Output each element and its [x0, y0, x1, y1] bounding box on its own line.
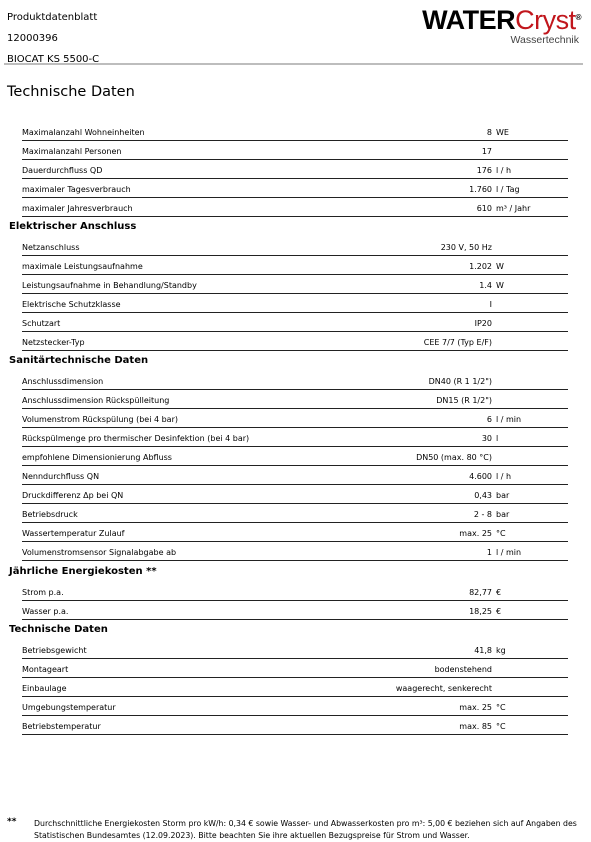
spec-label: Einbaulage: [22, 684, 67, 693]
spec-label: Montageart: [22, 665, 69, 674]
spec-unit: l / h: [496, 472, 512, 481]
spec-row: [22, 389, 568, 409]
spec-label: Leistungsaufnahme in Behandlung/Standby: [22, 281, 197, 290]
spec-row: [22, 677, 568, 697]
section-title: Elektrischer Anschluss: [9, 221, 137, 232]
spec-row: [22, 581, 568, 601]
spec-row: [22, 312, 568, 332]
spec-row: [22, 255, 568, 275]
spec-label: Dauerdurchfluss QD: [22, 166, 103, 175]
spec-value: 41,8: [474, 646, 492, 655]
document-type: Produktdatenblatt: [7, 12, 98, 23]
spec-row: [22, 446, 568, 466]
spec-row: [22, 541, 568, 561]
spec-unit: m³ / Jahr: [496, 204, 531, 213]
spec-value: 17: [481, 147, 492, 156]
spec-value: max. 25: [459, 529, 492, 538]
spec-label: Volumenstrom Rückspülung (bei 4 bar): [22, 415, 178, 424]
spec-unit: W: [496, 281, 504, 290]
spec-label: Strom p.a.: [22, 588, 64, 597]
spec-value: DN50 (max. 80 °C): [416, 453, 492, 462]
spec-row: [22, 427, 568, 447]
spec-label: Betriebsdruck: [22, 510, 78, 519]
spec-label: Maximalanzahl Wohneinheiten: [22, 128, 145, 137]
spec-label: Netzanschluss: [22, 243, 80, 252]
spec-row: [22, 484, 568, 504]
spec-value: 0,43: [474, 491, 492, 500]
spec-row: [22, 370, 568, 390]
spec-label: Wasser p.a.: [22, 607, 69, 616]
spec-unit: €: [496, 588, 502, 597]
spec-label: Nenndurchfluss QN: [22, 472, 100, 481]
spec-row: [22, 197, 568, 217]
spec-row: [22, 715, 568, 735]
spec-label: maximale Leistungsaufnahme: [22, 262, 143, 271]
spec-label: Anschlussdimension Rückspülleitung: [22, 396, 170, 405]
spec-row: [22, 658, 568, 678]
spec-row: [22, 159, 568, 179]
logo-water: WATER: [422, 5, 516, 35]
spec-value: waagerecht, senkerecht: [395, 684, 492, 693]
spec-row: [22, 465, 568, 485]
spec-row: [22, 639, 568, 659]
spec-row: [22, 503, 568, 523]
spec-row: [22, 274, 568, 294]
spec-unit: WE: [496, 128, 509, 137]
spec-label: Volumenstromsensor Signalabgabe ab: [22, 548, 177, 557]
spec-value: 4.600: [469, 472, 492, 481]
spec-unit: °C: [496, 529, 506, 538]
spec-value: DN15 (R 1/2"): [436, 396, 492, 405]
article-number: 12000396: [7, 33, 58, 44]
spec-value: 1.4: [479, 281, 492, 290]
spec-row: [22, 331, 568, 351]
spec-unit: l / min: [496, 548, 522, 557]
spec-label: Umgebungstemperatur: [22, 703, 116, 712]
spec-row: [22, 293, 568, 313]
logo-registered-mark: ®: [575, 13, 581, 22]
spec-value: I: [489, 300, 492, 309]
spec-value: max. 85: [459, 722, 492, 731]
spec-label: Druckdifferenz Δp bei QN: [22, 491, 124, 500]
spec-value: CEE 7/7 (Typ E/F): [423, 338, 492, 347]
page-title: Technische Daten: [7, 84, 135, 100]
spec-label: Maximalanzahl Personen: [22, 147, 122, 156]
spec-value: 1.760: [469, 185, 492, 194]
section-title: Technische Daten: [9, 624, 108, 635]
spec-value: DN40 (R 1 1/2"): [428, 377, 492, 386]
spec-row: [22, 140, 568, 160]
spec-label: Wassertemperatur Zulauf: [22, 529, 125, 538]
spec-value: 18,25: [469, 607, 492, 616]
spec-row: [22, 121, 568, 141]
spec-unit: l / h: [496, 166, 512, 175]
spec-value: 6: [486, 415, 492, 424]
spec-row: [22, 236, 568, 256]
spec-unit: W: [496, 262, 504, 271]
spec-label: Betriebsgewicht: [22, 646, 87, 655]
spec-label: Elektrische Schutzklasse: [22, 300, 121, 309]
spec-value: 30: [481, 434, 492, 443]
footnote-text: Durchschnittliche Energiekosten Storm pro kW/h: 0,34 € sowie Wasser- und Abwasserkosten pro m³: 5,00 € beziehen sich auf Angaben des Statistischen Bundesamtes (12.09.2023). Bitte beachten Sie ihre aktuellen Bezugspreise für Strom und Wasser.: [34, 819, 577, 840]
spec-value: bodenstehend: [434, 665, 492, 674]
spec-value: 1.202: [469, 262, 492, 271]
spec-row: [22, 408, 568, 428]
spec-label: maximaler Jahresverbrauch: [22, 204, 133, 213]
product-name: BIOCAT KS 5500-C: [7, 54, 100, 65]
spec-unit: €: [496, 607, 502, 616]
footnote-marker: **: [7, 817, 17, 827]
logo-cryst: Cryst: [515, 5, 576, 35]
spec-unit: bar: [496, 510, 510, 519]
spec-row: [22, 522, 568, 542]
spec-value: 176: [476, 166, 492, 175]
logo-subtitle: Wassertechnik: [510, 34, 579, 46]
spec-value: 2 - 8: [473, 510, 492, 519]
spec-label: Netzstecker-Typ: [22, 338, 85, 347]
spec-row: [22, 696, 568, 716]
spec-label: Schutzart: [22, 319, 61, 328]
spec-label: Betriebstemperatur: [22, 722, 101, 731]
spec-value: 230 V, 50 Hz: [440, 243, 492, 252]
spec-unit: l / min: [496, 415, 522, 424]
spec-value: 82,77: [469, 588, 492, 597]
spec-unit: °C: [496, 722, 506, 731]
spec-label: Anschlussdimension: [22, 377, 104, 386]
spec-unit: °C: [496, 703, 506, 712]
section-title: Jährliche Energiekosten **: [9, 566, 157, 577]
spec-label: maximaler Tagesverbrauch: [22, 185, 131, 194]
spec-unit: l: [496, 434, 499, 443]
spec-label: empfohlene Dimensionierung Abfluss: [22, 453, 172, 462]
spec-value: IP20: [474, 319, 492, 328]
spec-value: max. 25: [459, 703, 492, 712]
spec-row: [22, 600, 568, 620]
spec-value: 610: [476, 204, 492, 213]
spec-row: [22, 178, 568, 198]
spec-value: 1: [486, 548, 492, 557]
spec-unit: bar: [496, 491, 510, 500]
section-title: Sanitärtechnische Daten: [9, 355, 149, 366]
spec-label: Rückspülmenge pro thermischer Desinfektion (bei 4 bar): [22, 434, 250, 443]
spec-value: 8: [486, 128, 492, 137]
spec-unit: l / Tag: [496, 185, 520, 194]
spec-unit: kg: [496, 646, 506, 655]
